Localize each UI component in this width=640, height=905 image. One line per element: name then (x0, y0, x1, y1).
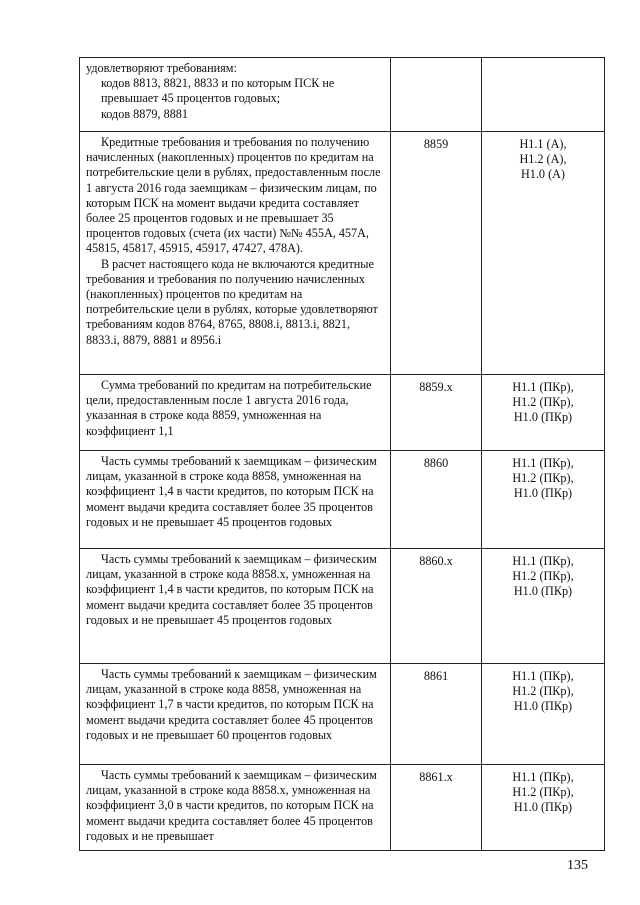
norm-value: Н1.2 (ПКр), (512, 395, 574, 410)
description-cell (80, 765, 391, 851)
description-text: В расчет настоящего кода не включаются кредитные требования и требования по получению начисленных (накопленных) процентов по кредитам на потребительские цели в рублях, которые удовлетворяют требованиям кодов 8764, 8765, 8808.i, 8813.i, 8821, 8833.i, 8879, 8881 и 8956.i (86, 256, 378, 347)
norms-cell (482, 132, 605, 375)
norm-value: Н1.2 (ПКр), (512, 471, 574, 486)
norm-value: Н1.0 (А) (520, 167, 565, 182)
norm-value: Н1.2 (ПКр), (512, 684, 574, 699)
norms-cell (482, 375, 605, 451)
norms-cell (482, 58, 605, 132)
description-cell (80, 58, 391, 132)
code-cell (391, 664, 482, 765)
description-cell (80, 375, 391, 451)
table-row (80, 664, 605, 765)
description-text: кодов 8813, 8821, 8833 и по которым ПСК не превышает 45 процентов годовых; (101, 76, 335, 106)
norm-value: Н1.2 (А), (519, 152, 567, 167)
norm-value: Н1.0 (ПКр) (513, 699, 573, 714)
code-value: 8859.х (419, 380, 453, 394)
norms-cell (482, 451, 605, 549)
codes-table (79, 57, 605, 851)
norms-cell (482, 549, 605, 664)
norm-value: Н1.0 (ПКр) (513, 800, 573, 815)
table-row (80, 132, 605, 375)
description-cell (80, 451, 391, 549)
description-cell (80, 132, 391, 375)
code-cell (391, 375, 482, 451)
table-row (80, 765, 605, 851)
table-row (80, 375, 605, 451)
description-text: Кредитные требования и требования по получению начисленных (накопленных) процентов по кредитам на потребительские цели в рублях, предоставленным после 1 августа 2016 года заемщикам – физическим лицам, по которым ПСК на момент выдачи кредита составляет более 25 процентов годовых и не превышает 35 процентов годовых (счета (их части) №№ 455А, 457А, 45815, 45817, 45915, 45917, 47427, 478А). (86, 135, 381, 256)
code-value (391, 58, 481, 63)
description-text: Часть суммы требований к заемщикам – физическим лицам, указанной в строке кода 8858.х, умноженная на коэффициент 3,0 в части кредитов, по которым ПСК на момент выдачи кредита составляет более 45 процентов годовых и не превышает (86, 768, 377, 843)
norm-value: Н1.2 (ПКр), (512, 569, 574, 584)
norm-value: Н1.1 (ПКр), (512, 380, 574, 394)
description-cell (80, 664, 391, 765)
code-cell (391, 765, 482, 851)
code-value: 8861 (423, 669, 449, 683)
table-row (80, 451, 605, 549)
table-row (80, 549, 605, 664)
code-cell (391, 451, 482, 549)
norm-value: Н1.1 (А), (519, 137, 567, 151)
norm-value: Н1.0 (ПКр) (513, 410, 573, 425)
code-value: 8860.х (419, 554, 453, 568)
page-number: 135 (567, 858, 588, 873)
table-row (80, 58, 605, 132)
norm-value: Н1.1 (ПКр), (512, 456, 574, 470)
code-cell (391, 549, 482, 664)
description-text: Часть суммы требований к заемщикам – физическим лицам, указанной в строке кода 8858, умноженная на коэффициент 1,7 в части кредитов, по которым ПСК на момент выдачи кредита составляет более 45 процентов годовых и не превышает 60 процентов годовых (86, 667, 377, 742)
description-text: Сумма требований по кредитам на потребительские цели, предоставленным после 1 августа 2016 года, указанная в строке кода 8859, умноженная на коэффициент 1,1 (86, 378, 372, 438)
norm-value: Н1.1 (ПКр), (512, 554, 574, 568)
norms-cell (482, 765, 605, 851)
code-cell (391, 58, 482, 132)
description-text: кодов 8879, 8881 (101, 106, 188, 121)
code-cell (391, 132, 482, 375)
code-value: 8859 (423, 137, 449, 151)
description-text: удовлетворяют требованиям: (86, 61, 237, 75)
code-value: 8860 (423, 456, 449, 470)
description-text: Часть суммы требований к заемщикам – физическим лицам, указанной в строке кода 8858, умноженная на коэффициент 1,4 в части кредитов, по которым ПСК на момент выдачи кредита составляет более 35 процентов годовых и не превышает 45 процентов годовых (86, 454, 377, 529)
description-text: Часть суммы требований к заемщикам – физическим лицам, указанной в строке кода 8858.х, умноженная на коэффициент 1,4 в части кредитов, по которым ПСК на момент выдачи кредита составляет более 35 процентов годовых и не превышает 45 процентов годовых (86, 552, 377, 627)
norm-value: Н1.1 (ПКр), (512, 770, 574, 784)
code-value: 8861.х (419, 770, 453, 784)
norm-value: Н1.1 (ПКр), (512, 669, 574, 683)
norm-value: Н1.0 (ПКр) (513, 486, 573, 501)
norm-value: Н1.0 (ПКр) (513, 584, 573, 599)
description-cell (80, 549, 391, 664)
norms-cell (482, 664, 605, 765)
norm-value: Н1.2 (ПКр), (512, 785, 574, 800)
